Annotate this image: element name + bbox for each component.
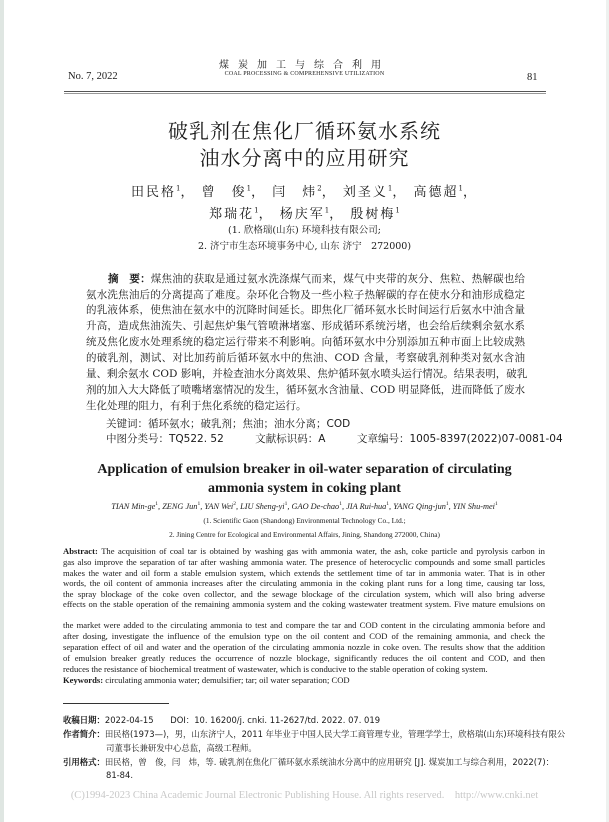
abstract-cn-line: 的破乳剂，测试、对比加药前后循环氨水中的焦油、COD 含量，考察破乳剂种类对氨水含油: [86, 352, 525, 364]
author: 杨庆军: [279, 207, 325, 222]
abstract-cn-line: [108, 271, 525, 286]
author-sup: 1: [386, 501, 390, 507]
author-en: LIU Sheng-yi: [240, 501, 285, 511]
footnote-rule: [63, 703, 169, 704]
received-label: 收稿日期：: [63, 715, 105, 725]
author-sup: 1: [254, 206, 259, 215]
classification-line: [106, 431, 563, 446]
abstract-cn-label: 摘 要：: [108, 273, 151, 285]
author-en: ZENG Jun: [162, 501, 198, 511]
author: 刘圣义: [342, 185, 388, 200]
clc-value: TQ522. 52: [169, 433, 224, 445]
header-rule: [64, 91, 546, 94]
author-en: TIAN Min-ge: [111, 501, 156, 511]
title-cn-line2: 油水分离中的应用研究: [199, 146, 410, 170]
abstract-cn-line: 的乳液体系，使焦油在氨水中的沉降时间延长。即焦化厂循环氨水长时间运行后氨水中油含量: [86, 304, 525, 316]
abstract-en-text: The acquisition of coal tar is obtained by washing gas with ammonia water, the ash, coke particle and pyrolysis carbon in: [101, 546, 545, 556]
title-en-line2: ammonia system in coking plant: [208, 481, 401, 496]
keywords-cn-label: 关键词：: [106, 418, 148, 430]
author: 殷树梅: [350, 207, 396, 222]
author-en: GAO De-chao: [291, 501, 340, 511]
journal-name-cn: 煤炭加工与综合利用: [219, 60, 390, 71]
abstract-en-line: of emulsion breaker greatly reduces the occurrence of nozzle blockage, significantly reduces the oil content and COD, and then: [63, 653, 545, 663]
abstract-en-line: the market were added to the circulating ammonia to test and compare the tar and COD content in the circulating ammonia before and: [63, 620, 545, 630]
article-number-value: 1005-8397(2022)07-0081-04: [409, 433, 563, 445]
author-sup: 2: [233, 501, 236, 507]
authors-en: TIAN Min-$ge^1$, ZENG Jun$^1$, YAN Wei$^2$, LIU Sheng-$yi^1$, GAO De-chao$^1$, JIA Rui-hua$^1$, YANG Qing-jun$^1$, YIN Shu-mei$^1$: [111, 501, 498, 511]
abstract-en-line: gas also improve the separation of tar after washing ammonia water. The presence of heterocyclic compounds and some small particles: [63, 557, 545, 567]
author: 郑瑞花: [209, 207, 255, 222]
keywords-cn-value: 循环氨水；破乳剂；焦油；油水分离；COD: [148, 418, 351, 430]
abstract-en-line: [63, 546, 545, 556]
author: 田民格: [131, 185, 177, 200]
citation-label: 引用格式：: [63, 757, 105, 767]
author-sup: 2: [317, 184, 322, 193]
doc-code-value: A: [318, 433, 326, 445]
bio-line2: 司董事长兼研发中心总监，高级工程师。: [106, 743, 257, 753]
bio-label: 作者简介：: [63, 729, 105, 739]
abstract-cn-text: 煤焦油的获取是通过氨水洗涤煤气而来，煤气中夹带的灰分、焦粒、热解碳也给: [150, 273, 526, 285]
keywords-en-label: Keywords:: [63, 675, 104, 685]
author-sup: 1: [155, 501, 159, 507]
author-en: YANG Qing-jun: [393, 501, 446, 511]
doc-code-label: 文献标识码：: [255, 433, 319, 445]
author-sup: 1: [395, 206, 400, 215]
bio-line1: [63, 728, 566, 740]
journal-name-en: COAL PROCESSING & COMPREHENSIVE UTILIZATION: [224, 71, 385, 77]
page-number: 81: [527, 72, 538, 83]
abstract-en-line: reduces the resistance of biochemical treatment of wastewater, which is conducive to the stable operation of coking system.: [63, 664, 488, 674]
author-en: JIA Rui-hua: [346, 501, 387, 511]
author-sup: 1: [339, 501, 342, 507]
author: 高德超: [413, 185, 459, 200]
author-sup: 1: [197, 501, 201, 507]
author-sup: 1: [494, 501, 498, 507]
abstract-cn-line: 剂的加入大大降低了喷嘴堵塞情况的发生，循环氨水含油量、COD 明显降低，进而降低了废水: [86, 384, 525, 396]
affiliation-en-2: 2. Jining Centre for Ecological and Environmental Affairs, Jining, Shandong 272000, China): [169, 530, 440, 539]
abstract-en-line: makes the water and oil form a stable emulsion system, which extends the settlement time of tar in ammonia water. That is in other: [63, 568, 545, 578]
abstract-en-label: Abstract:: [63, 546, 98, 556]
clc-label: 中图分类号：: [106, 433, 169, 445]
affiliation-cn-2: 2. 济宁市生态环境事务中心, 山东 济宁 272000): [197, 241, 412, 252]
affiliation-en-1: (1. Scientific Gaon (Shandong) Environmental Technology Co., Ltd.;: [203, 516, 406, 525]
author-sup: 1: [246, 184, 252, 193]
citation-line2: 81-84.: [106, 770, 133, 780]
received-doi-line: [63, 714, 380, 726]
abstract-cn-line: 量、剩余氨水 COD 影响，并检查油水分离效果、焦炉循环氨水喷头运行情况。结果表明，破乳: [86, 368, 528, 380]
keywords-cn: [106, 416, 350, 431]
author-sup: 1: [445, 501, 449, 507]
authors-cn-line2: 郑瑞花$^1$， 杨庆军$^1$， 殷树梅$^1$: [209, 206, 400, 222]
author-sup: 1: [176, 184, 181, 193]
abstract-en-line: after dosing, investigate the influence of the emulsion type on the oil content and COD of the remaining ammonia, and check the: [63, 631, 545, 641]
abstract-en-line: effects on the stable operation of the remaining ammonia system and the coking wastewater treatment system. Five mature emulsions on: [63, 599, 545, 609]
doi-value: 10. 16200/j. cnki. 11-2627/td. 2022. 07. 019: [194, 715, 381, 725]
author-sup: 1: [324, 206, 330, 215]
copyright-watermark: (C)1994-2023 China Academic Journal Electronic Publishing House. All rights reserved. http://www.cnki.net: [70, 790, 539, 801]
abstract-cn-line: 统及焦化废水处理系统的稳定运行带来不利影响。向循环氨水中分别添加五种市面上比较成熟: [86, 336, 525, 348]
title-cn-line1: 破乳剂在焦化厂循环氨水系统: [168, 119, 441, 143]
title-en-line1: Application of emulsion breaker in oil-water separation of circulating: [97, 462, 512, 477]
abstract-cn-line: 生化处理的阻力，有利于焦化系统的稳定运行。: [86, 400, 307, 412]
authors-cn-line1: 田民格$^1$， 曾 俊$^1$， 闫 炜$^2$， 刘圣义$^1$， 高德超$^1$，: [131, 184, 478, 200]
abstract-cn-line: 氨水洗焦油后的分离提高了难度。杂环化合物及一些小粒子热解碳的存在使水分和油形成稳定: [86, 289, 525, 301]
abstract-en-line: separation effect of oil and water and the operation of the circulating ammonia nozzle in coke oven. The results show that the addition: [63, 642, 545, 652]
abstract-en-line: the spray blockage of the coke oven collector, and the sewage blockage of the circulation system, which will also bring adverse: [63, 589, 545, 599]
author-sup: 1: [387, 184, 393, 193]
author: 闫 炜: [272, 185, 318, 200]
received-date: 2022-04-15: [104, 715, 154, 725]
keywords-en: [63, 675, 545, 685]
author-sup: 1: [284, 501, 288, 507]
affiliation-cn-1: (1. 欣格瑞(山东) 环境科技有限公司;: [228, 225, 381, 236]
bio-text: 田民格(1973—)，男，山东济宁人，2011 年毕业于中国人民大学工商管理专业，管理学学士，欣格瑞(山东)环境科技有限公: [104, 729, 566, 739]
doi-label: DOI：: [170, 715, 195, 725]
author: 曾 俊: [201, 185, 247, 200]
author-en: YIN Shu-mei: [452, 501, 495, 511]
abstract-cn-line: 升高，造成焦油流失、引起焦炉集气管喷淋堵塞、形成循环系统污堵，也会给后续剩余氨水系: [86, 320, 525, 332]
author-en: YAN Wei: [204, 501, 234, 511]
keywords-en-value: circulating ammonia water; demulsifier; tar; oil water separation; COD: [105, 675, 350, 685]
abstract-en-line: words, the oil content of ammonia increases after the circulating ammonia in the coking plant runs for a long time, causing tar loss,: [63, 578, 545, 588]
author-sup: 1: [458, 184, 463, 193]
article-number-label: 文章编号：: [356, 433, 410, 445]
citation-line1: [63, 756, 554, 768]
citation-text: 田民格，曾 俊，闫 炜，等. 破乳剂在焦化厂循环氨水系统油水分离中的应用研究 [J]. 煤炭加工与综合利用，2022(7)：: [104, 757, 554, 767]
issue-number: No. 7, 2022: [68, 71, 118, 82]
